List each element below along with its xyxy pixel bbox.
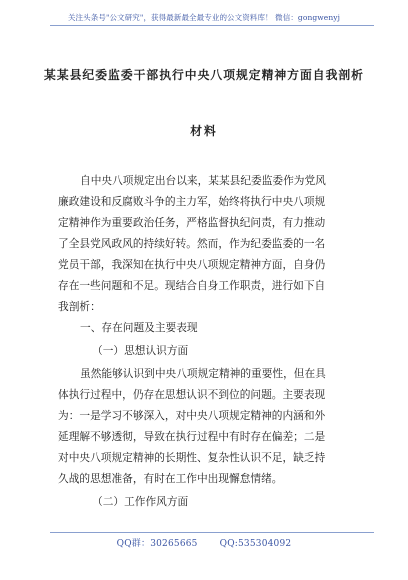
page-header: 关注头条号"公文研究"，获得最新最全最专业的公文资料库！ 微信：gongwenyj: [67, 13, 341, 22]
body-line: 延理解不够透彻，导致在执行过程中有时存在偏差；二是: [58, 430, 326, 443]
document-title-continued: 材料: [190, 124, 218, 138]
body-line: 体执行过程中，仍存在思想认识不到位的问题。主要表现: [58, 388, 326, 401]
page-footer: [0, 536, 408, 549]
header-rule: [50, 25, 374, 26]
section-heading: 一、存在问题及主要表现: [80, 321, 198, 334]
body-line: 党员干部，我深知在执行中央八项规定精神方面，自身仍: [58, 258, 326, 271]
body-line: 了全县党风政风的持续好转。然而，作为纪委监委的一名: [58, 237, 326, 250]
body-line: 廉政建设和反腐败斗争的主力军，始终将执行中央八项规: [58, 195, 326, 208]
body-line: 我剖析：: [58, 300, 101, 313]
body-line: 自中央八项规定出台以来，某某县纪委监委作为党风: [80, 174, 326, 187]
subsection-heading: （一）思想认识方面: [92, 344, 189, 357]
body-line: 存在一些问题和不足。现结合自身工作职责，进行如下自: [58, 279, 326, 292]
qq-number: QQ:535304092: [219, 539, 292, 549]
footer-rule: [50, 532, 374, 533]
body-line: 为：一是学习不够深入，对中央八项规定精神的内涵和外: [58, 409, 326, 422]
body-line: 定精神作为重要政治任务，严格监督执纪问责，有力推动: [58, 216, 326, 229]
subsection-heading: （二）工作作风方面: [92, 495, 189, 508]
body-line: 虽然能够认识到中央八项规定精神的重要性，但在具: [80, 367, 326, 380]
body-line: 久战的思想准备，有时在工作中出现懈怠情绪。: [58, 472, 283, 485]
body-line: 对中央八项规定精神的长期性、复杂性认识不足，缺乏持: [58, 451, 326, 464]
qq-group-number: QQ群：30265665: [116, 539, 198, 549]
document-title: 某某县纪委监委干部执行中央八项规定精神方面自我剖析: [44, 68, 364, 82]
